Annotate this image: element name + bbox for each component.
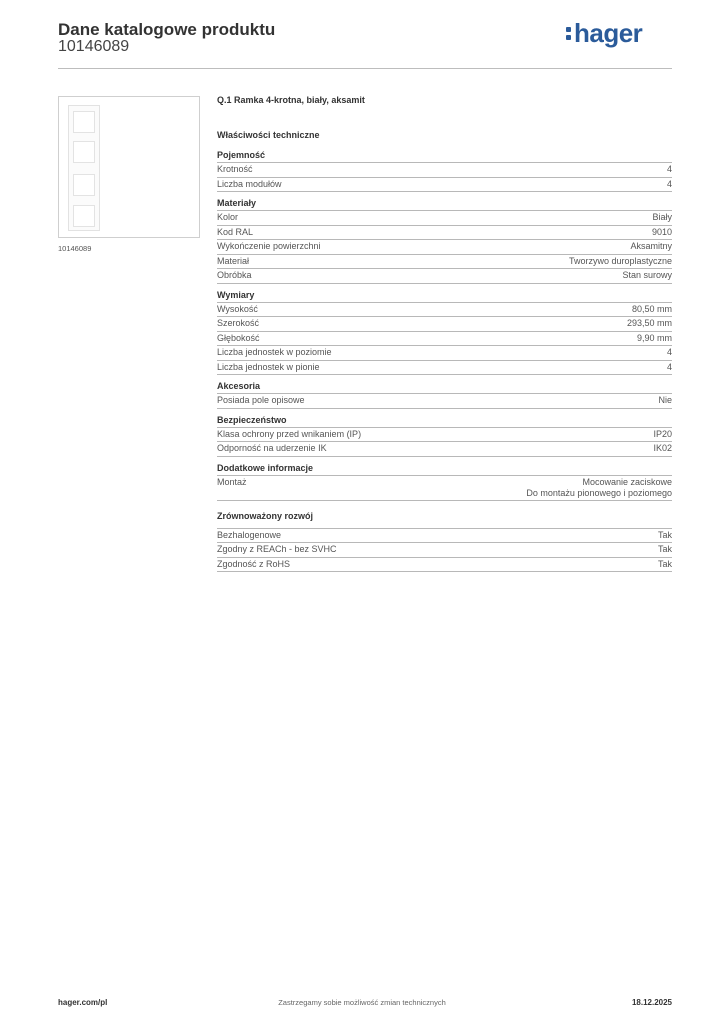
- spec-group: [217, 290, 672, 376]
- spec-value-line: 80,50 mm: [631, 303, 672, 314]
- logo-text: hager: [574, 18, 643, 48]
- spec-value-line: 293,50 mm: [626, 318, 672, 328]
- spec-value: [627, 318, 672, 330]
- spec-value: [630, 241, 672, 253]
- spec-group: [217, 381, 672, 409]
- section-title: Właściwości techniczne: [217, 130, 320, 140]
- hager-logo: [566, 18, 642, 49]
- spec-label: Kod RAL: [217, 226, 254, 237]
- spec-value-line: Do montażu pionowego i poziomego: [526, 488, 672, 498]
- spec-label: Zgodność z RoHS: [217, 558, 291, 569]
- frame-window: [73, 111, 95, 133]
- spec-label: Wykończenie powierzchni: [217, 241, 321, 251]
- spec-row: [217, 268, 672, 284]
- footer-website[interactable]: hager.com/pl: [58, 998, 108, 1007]
- spec-value: [653, 443, 672, 455]
- spec-group: [217, 198, 672, 284]
- spec-row: [217, 162, 672, 177]
- spec-value: [622, 270, 672, 282]
- spec-content: [217, 95, 672, 572]
- spec-value-line: 4: [666, 178, 672, 189]
- spec-value: [667, 164, 672, 176]
- spec-value: [632, 304, 672, 316]
- spec-value: [658, 544, 672, 556]
- spec-row: [217, 254, 672, 269]
- spec-value: [658, 395, 672, 407]
- spec-label: Liczba modułów: [217, 178, 282, 189]
- spec-value: [653, 429, 672, 441]
- spec-row: [217, 239, 672, 254]
- spec-label: Zgodny z REACh - bez SVHC: [217, 544, 337, 554]
- spec-row: [217, 475, 672, 501]
- spec-row: [217, 316, 672, 331]
- spec-label: Krotność: [217, 164, 253, 174]
- spec-row: [217, 210, 672, 225]
- spec-row: [217, 557, 672, 573]
- spec-value-line: Mocowanie zaciskowe: [582, 476, 672, 487]
- spec-value: [667, 179, 672, 191]
- spec-row: [217, 177, 672, 193]
- spec-label: Szerokość: [217, 318, 260, 328]
- frame-window: [73, 174, 95, 196]
- spec-value-line: Tak: [657, 558, 672, 569]
- spec-row: [217, 345, 672, 360]
- spec-groups: [217, 150, 672, 572]
- spec-value: [652, 212, 672, 224]
- spec-value-line: 9,90 mm: [636, 332, 672, 343]
- spec-value: [652, 227, 672, 239]
- spec-value-line: Stan surowy: [622, 270, 672, 280]
- product-code: 10146089: [58, 38, 130, 55]
- spec-value-line: IP20: [653, 428, 672, 439]
- spec-label: Kolor: [217, 212, 239, 222]
- spec-value: [658, 530, 672, 542]
- spec-value-line: Tak: [657, 544, 672, 554]
- spec-group: [217, 150, 672, 192]
- spec-value: [526, 477, 672, 500]
- spec-label: Posiada pole opisowe: [217, 395, 305, 405]
- page-title: Dane katalogowe produktu: [58, 20, 276, 39]
- spec-value-line: Tak: [657, 529, 672, 540]
- footer-date: 18.12.2025: [631, 998, 672, 1007]
- frame-window: [73, 141, 95, 163]
- spec-group-title: Dodatkowe informacje: [217, 462, 314, 473]
- spec-value-line: 9010: [651, 226, 672, 237]
- spec-group: [217, 415, 672, 457]
- spec-label: Wysokość: [217, 303, 258, 314]
- spec-value: [658, 559, 672, 571]
- spec-group-title: Pojemność: [217, 150, 266, 160]
- spec-row: [217, 393, 672, 409]
- spec-group: [217, 463, 672, 501]
- spec-label: Montaż: [217, 476, 247, 487]
- spec-label: Materiał: [217, 255, 250, 266]
- spec-label: Liczba jednostek w pionie: [217, 361, 320, 372]
- spec-group-title: Zrównoważony rozwój: [217, 510, 313, 521]
- spec-value: [667, 347, 672, 359]
- spec-row: [217, 331, 672, 346]
- spec-value-line: IK02: [653, 443, 672, 453]
- spec-label: Głębokość: [217, 332, 260, 343]
- footer-disclaimer: Zastrzegamy sobie możliwość zmian technicznych: [278, 998, 446, 1007]
- spec-value: [667, 362, 672, 374]
- spec-label: Bezhalogenowe: [217, 529, 282, 540]
- spec-label: Liczba jednostek w poziomie: [217, 347, 332, 357]
- spec-label: Klasa ochrony przed wnikaniem (IP): [217, 428, 362, 439]
- spec-row: [217, 528, 672, 543]
- spec-value-line: 4: [666, 164, 672, 174]
- spec-value-line: 4: [666, 347, 672, 357]
- spec-group-title: Akcesoria: [217, 381, 261, 391]
- spec-value-line: 4: [666, 361, 672, 372]
- spec-value-line: Tworzywo duroplastyczne: [568, 255, 672, 266]
- spec-label: Obróbka: [217, 270, 252, 280]
- spec-value-line: Biały: [652, 212, 672, 222]
- spec-row: [217, 542, 672, 557]
- spec-group-title: Materiały: [217, 198, 257, 208]
- spec-row: [217, 441, 672, 457]
- frame-window: [73, 205, 95, 227]
- spec-value-line: Nie: [658, 395, 672, 405]
- spec-group-title: Bezpieczeństwo: [217, 414, 287, 425]
- spec-group: [217, 511, 672, 573]
- product-image-caption: 10146089: [58, 244, 92, 253]
- spec-group-title: Wymiary: [217, 289, 255, 300]
- logo-dots-icon: [566, 18, 572, 44]
- spec-row: [217, 360, 672, 376]
- spec-row: [217, 427, 672, 442]
- spec-value: [569, 256, 672, 268]
- product-name: Q.1 Ramka 4-krotna, biały, aksamit: [217, 95, 365, 105]
- header-divider: [58, 68, 672, 69]
- frame-illustration: [68, 105, 100, 231]
- spec-row: [217, 225, 672, 240]
- spec-value: [637, 333, 672, 345]
- spec-label: Odporność na uderzenie IK: [217, 443, 327, 453]
- spec-value-line: Aksamitny: [630, 241, 672, 251]
- spec-row: [217, 302, 672, 317]
- product-image: [58, 96, 200, 238]
